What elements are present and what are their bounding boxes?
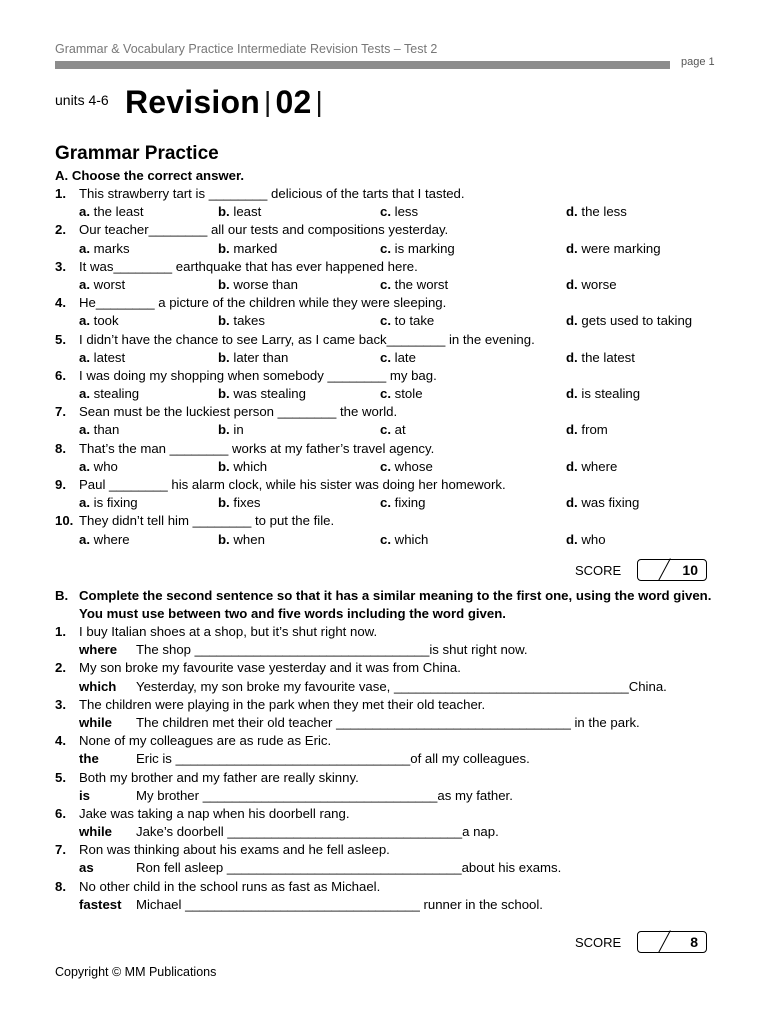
- option-text: less: [394, 204, 419, 220]
- score-a-total: 10: [682, 562, 698, 578]
- keyword: fastest: [79, 896, 122, 912]
- revision-number: 02: [275, 84, 312, 120]
- option-letter: a.: [79, 531, 90, 547]
- option-6-a[interactable]: [79, 385, 139, 403]
- option-10-d[interactable]: [566, 531, 606, 549]
- question-3: [55, 258, 715, 276]
- option-text: took: [93, 313, 119, 329]
- option-text: is stealing: [581, 386, 641, 402]
- answer-options-4: [55, 312, 715, 330]
- question-text: Sean must be the luckiest person ________ the world.: [79, 404, 398, 420]
- transform-question-7: [55, 841, 715, 859]
- keyword-row-3: [55, 714, 715, 732]
- answer-options-1: [55, 203, 715, 221]
- part-a-instruction: A. Choose the correct answer.: [55, 168, 245, 183]
- option-letter: b.: [218, 276, 230, 292]
- option-letter: d.: [566, 386, 578, 402]
- option-text: latest: [93, 349, 126, 365]
- question-text: Jake was taking a nap when his doorbell rang.: [79, 805, 350, 821]
- question-text: I buy Italian shoes at a shop, but it’s shut right now.: [79, 624, 378, 639]
- option-letter: a.: [79, 422, 90, 438]
- score-a-slash: [658, 558, 671, 581]
- question-number: 5.: [55, 331, 66, 347]
- option-text: who: [93, 458, 118, 474]
- option-2-d[interactable]: [566, 240, 661, 258]
- answer-options-10: [55, 531, 715, 549]
- option-letter: b.: [218, 386, 230, 402]
- score-b-total: 8: [690, 934, 698, 950]
- keyword: while: [79, 824, 112, 840]
- transform-question-3: [55, 696, 715, 714]
- option-letter: d.: [566, 349, 578, 365]
- option-letter: c.: [380, 204, 391, 220]
- answer-options-6: [55, 385, 715, 403]
- question-text: No other child in the school runs as fast as Michael.: [79, 878, 381, 894]
- keyword: is: [79, 787, 90, 803]
- option-1-d[interactable]: [566, 203, 627, 221]
- question-number: 2.: [55, 222, 66, 238]
- option-letter: c.: [380, 531, 391, 547]
- score-b-slash: [658, 930, 671, 953]
- option-5-a[interactable]: [79, 349, 125, 367]
- question-number: 5.: [55, 769, 66, 785]
- part-b-instruction: [55, 587, 715, 623]
- option-letter: d.: [566, 422, 578, 438]
- option-letter: d.: [566, 458, 578, 474]
- option-3-d[interactable]: [566, 276, 617, 294]
- option-letter: a.: [79, 349, 90, 365]
- option-6-c[interactable]: [380, 385, 423, 403]
- option-letter: c.: [380, 386, 391, 402]
- transform-question-2: [55, 659, 715, 677]
- question-number: 1.: [55, 624, 66, 639]
- option-1-c[interactable]: [380, 203, 418, 221]
- title-divider: |: [263, 86, 272, 117]
- option-7-d[interactable]: [566, 421, 608, 439]
- option-text: least: [233, 204, 262, 220]
- option-letter: d.: [566, 531, 578, 547]
- option-3-a[interactable]: [79, 276, 125, 294]
- option-letter: c.: [380, 495, 391, 511]
- option-letter: a.: [79, 276, 90, 292]
- question-4: [55, 294, 715, 312]
- option-10-b[interactable]: [218, 531, 265, 549]
- option-text: where: [581, 458, 618, 474]
- option-text: marked: [233, 240, 278, 256]
- part-b-questions: [55, 623, 715, 914]
- header-rule: [55, 61, 670, 69]
- question-text: Both my brother and my father are really skinny.: [79, 769, 359, 785]
- keyword-row-7: [55, 859, 715, 877]
- keyword: while: [79, 714, 112, 730]
- option-letter: d.: [566, 204, 578, 220]
- question-text: This strawberry tart is ________ delicious of the tarts that I tasted.: [79, 186, 465, 201]
- score-a-label: SCORE: [575, 563, 622, 578]
- option-text: later than: [233, 349, 289, 365]
- option-8-a[interactable]: [79, 458, 118, 476]
- option-text: which: [394, 531, 429, 547]
- option-text: the least: [93, 204, 144, 220]
- option-letter: a.: [79, 204, 90, 220]
- option-2-b[interactable]: [218, 240, 277, 258]
- answer-sentence[interactable]: Jake’s doorbell ________________________________a nap.: [136, 824, 499, 840]
- question-text: I didn’t have the chance to see Larry, as I came back________ in the evening.: [79, 331, 535, 347]
- option-letter: c.: [380, 276, 391, 292]
- transform-question-5: [55, 769, 715, 787]
- option-letter: c.: [380, 422, 391, 438]
- option-text: takes: [233, 313, 265, 329]
- option-9-a[interactable]: [79, 494, 138, 512]
- question-number: 7.: [55, 842, 66, 858]
- units-label: units 4-6: [55, 92, 109, 108]
- option-letter: d.: [566, 313, 578, 329]
- option-5-c[interactable]: [380, 349, 416, 367]
- question-number: 2.: [55, 660, 66, 676]
- answer-sentence[interactable]: My brother ________________________________as my father.: [136, 787, 513, 803]
- option-text: fixes: [233, 495, 261, 511]
- question-5: [55, 331, 715, 349]
- option-3-b[interactable]: [218, 276, 298, 294]
- option-text: stealing: [93, 386, 140, 402]
- keyword: as: [79, 860, 94, 876]
- option-text: at: [394, 422, 406, 438]
- question-text: I was doing my shopping when somebody ________ my bag.: [79, 367, 437, 383]
- option-letter: b.: [218, 204, 230, 220]
- part-b-instruction-text: Complete the second sentence so that it has a similar meaning to the first one, using the word given. You must use between two and five words including the word given.: [79, 588, 712, 621]
- option-letter: b.: [218, 495, 230, 511]
- option-text: worse: [581, 276, 617, 292]
- option-text: was stealing: [233, 386, 306, 402]
- option-2-a[interactable]: [79, 240, 130, 258]
- keyword-row-5: [55, 787, 715, 805]
- option-7-c[interactable]: [380, 421, 406, 439]
- keyword: the: [79, 751, 99, 767]
- option-5-b[interactable]: [218, 349, 288, 367]
- option-letter: a.: [79, 240, 90, 256]
- option-text: where: [93, 531, 130, 547]
- question-number: 3.: [55, 258, 66, 274]
- keyword: where: [79, 642, 118, 658]
- option-3-c[interactable]: [380, 276, 448, 294]
- option-letter: b.: [218, 240, 230, 256]
- option-8-d[interactable]: [566, 458, 617, 476]
- option-letter: c.: [380, 349, 391, 365]
- option-4-c[interactable]: [380, 312, 434, 330]
- keyword-row-2: [55, 678, 715, 696]
- part-a: [55, 167, 715, 549]
- question-2: [55, 221, 715, 239]
- score-b-label: SCORE: [575, 935, 622, 950]
- question-number: 10.: [55, 513, 74, 529]
- option-text: who: [581, 531, 606, 547]
- keyword-row-6: [55, 823, 715, 841]
- keyword-row-8: [55, 896, 715, 914]
- option-letter: d.: [566, 276, 578, 292]
- question-number: 1.: [55, 186, 66, 201]
- question-number: 4.: [55, 733, 66, 749]
- option-letter: a.: [79, 313, 90, 329]
- question-number: 8.: [55, 440, 66, 456]
- answer-sentence[interactable]: Eric is ________________________________of all my colleagues.: [136, 751, 530, 767]
- question-text: It was________ earthquake that has ever happened here.: [79, 258, 418, 274]
- option-text: late: [394, 349, 416, 365]
- option-text: when: [233, 531, 265, 547]
- revision-title: [125, 84, 327, 121]
- option-text: is marking: [394, 240, 455, 256]
- question-text: Our teacher________ all our tests and compositions yesterday.: [79, 222, 449, 238]
- answer-sentence[interactable]: The children met their old teacher ________________________________ in the park.: [136, 714, 640, 730]
- option-letter: a.: [79, 495, 90, 511]
- option-text: worse than: [233, 276, 298, 292]
- score-b-box[interactable]: [637, 931, 707, 953]
- transform-question-4: [55, 732, 715, 750]
- option-7-a[interactable]: [79, 421, 119, 439]
- option-1-b[interactable]: [218, 203, 261, 221]
- option-letter: c.: [380, 458, 391, 474]
- option-letter: d.: [566, 495, 578, 511]
- transform-question-8: [55, 878, 715, 896]
- answer-options-8: [55, 458, 715, 476]
- question-number: 6.: [55, 367, 66, 383]
- option-letter: b.: [218, 458, 230, 474]
- keyword-row-1: [55, 641, 715, 659]
- answer-sentence[interactable]: The shop ________________________________is shut right now.: [136, 642, 528, 658]
- question-number: 9.: [55, 477, 66, 492]
- option-9-c[interactable]: [380, 494, 425, 512]
- option-text: fixing: [394, 495, 426, 511]
- answer-options-5: [55, 349, 715, 367]
- question-8: [55, 440, 715, 458]
- option-9-d[interactable]: [566, 494, 639, 512]
- option-letter: b.: [218, 349, 230, 365]
- keyword-row-4: [55, 750, 715, 768]
- transform-question-6: [55, 805, 715, 823]
- part-b-label: B.: [55, 588, 69, 603]
- option-letter: b.: [218, 313, 230, 329]
- option-text: worst: [93, 276, 126, 292]
- option-letter: a.: [79, 386, 90, 402]
- option-10-a[interactable]: [79, 531, 130, 549]
- question-10: [55, 512, 715, 530]
- transform-question-1: [55, 623, 715, 641]
- option-text: from: [581, 422, 608, 438]
- option-6-d[interactable]: [566, 385, 640, 403]
- question-7: [55, 403, 715, 421]
- option-text: gets used to taking: [581, 313, 693, 329]
- answer-options-2: [55, 240, 715, 258]
- page-number: page 1: [681, 56, 715, 68]
- revision-word: Revision: [125, 84, 260, 120]
- option-4-a[interactable]: [79, 312, 119, 330]
- question-text: He________ a picture of the children while they were sleeping.: [79, 295, 447, 311]
- option-4-d[interactable]: [566, 312, 692, 330]
- part-a-questions: [55, 185, 715, 549]
- option-text: which: [233, 458, 268, 474]
- option-8-c[interactable]: [380, 458, 433, 476]
- part-b: [55, 587, 715, 914]
- option-7-b[interactable]: [218, 421, 244, 439]
- option-text: in: [233, 422, 244, 438]
- question-number: 7.: [55, 404, 66, 420]
- option-1-a[interactable]: [79, 203, 144, 221]
- option-text: the less: [581, 204, 627, 220]
- option-text: the latest: [581, 349, 635, 365]
- question-text: My son broke my favourite vase yesterday and it was from China.: [79, 660, 461, 676]
- question-text: The children were playing in the park when they met their old teacher.: [79, 696, 486, 712]
- option-text: were marking: [581, 240, 661, 256]
- question-text: That’s the man ________ works at my father’s travel agency.: [79, 440, 435, 456]
- option-6-b[interactable]: [218, 385, 306, 403]
- answer-options-3: [55, 276, 715, 294]
- question-text: Ron was thinking about his exams and he fell asleep.: [79, 842, 390, 858]
- option-8-b[interactable]: [218, 458, 267, 476]
- header-title: Grammar & Vocabulary Practice Intermediate Revision Tests – Test 2: [55, 42, 438, 56]
- option-5-d[interactable]: [566, 349, 635, 367]
- question-text: None of my colleagues are as rude as Eric.: [79, 733, 332, 749]
- question-6: [55, 367, 715, 385]
- question-number: 4.: [55, 295, 66, 311]
- option-text: to take: [394, 313, 435, 329]
- answer-sentence[interactable]: Yesterday, my son broke my favourite vase, ________________________________China.: [136, 678, 667, 694]
- option-text: stole: [394, 386, 423, 402]
- option-text: is fixing: [93, 495, 138, 511]
- option-4-b[interactable]: [218, 312, 265, 330]
- question-1: [55, 185, 715, 203]
- question-text: They didn’t tell him ________ to put the file.: [79, 513, 335, 529]
- option-2-c[interactable]: [380, 240, 455, 258]
- score-a-box[interactable]: [637, 559, 707, 581]
- option-text: marks: [93, 240, 130, 256]
- copyright-footer: Copyright © MM Publications: [55, 965, 217, 979]
- option-text: whose: [394, 458, 433, 474]
- option-letter: a.: [79, 458, 90, 474]
- section-title: Grammar Practice: [55, 143, 219, 164]
- question-number: 3.: [55, 696, 66, 712]
- option-text: the worst: [394, 276, 449, 292]
- question-9: [55, 476, 715, 494]
- answer-sentence[interactable]: Ron fell asleep ________________________________about his exams.: [136, 860, 562, 876]
- option-letter: c.: [380, 240, 391, 256]
- answer-options-7: [55, 421, 715, 439]
- answer-options-9: [55, 494, 715, 512]
- option-text: than: [93, 422, 120, 438]
- keyword: which: [79, 678, 117, 694]
- option-letter: b.: [218, 422, 230, 438]
- question-number: 8.: [55, 878, 66, 894]
- option-text: was fixing: [581, 495, 640, 511]
- title-divider-end: |: [315, 86, 323, 117]
- question-number: 6.: [55, 805, 66, 821]
- answer-sentence[interactable]: Michael ________________________________ runner in the school.: [136, 896, 543, 912]
- option-9-b[interactable]: [218, 494, 261, 512]
- option-10-c[interactable]: [380, 531, 428, 549]
- question-text: Paul ________ his alarm clock, while his sister was doing her homework.: [79, 477, 506, 492]
- option-letter: b.: [218, 531, 230, 547]
- option-letter: d.: [566, 240, 578, 256]
- option-letter: c.: [380, 313, 391, 329]
